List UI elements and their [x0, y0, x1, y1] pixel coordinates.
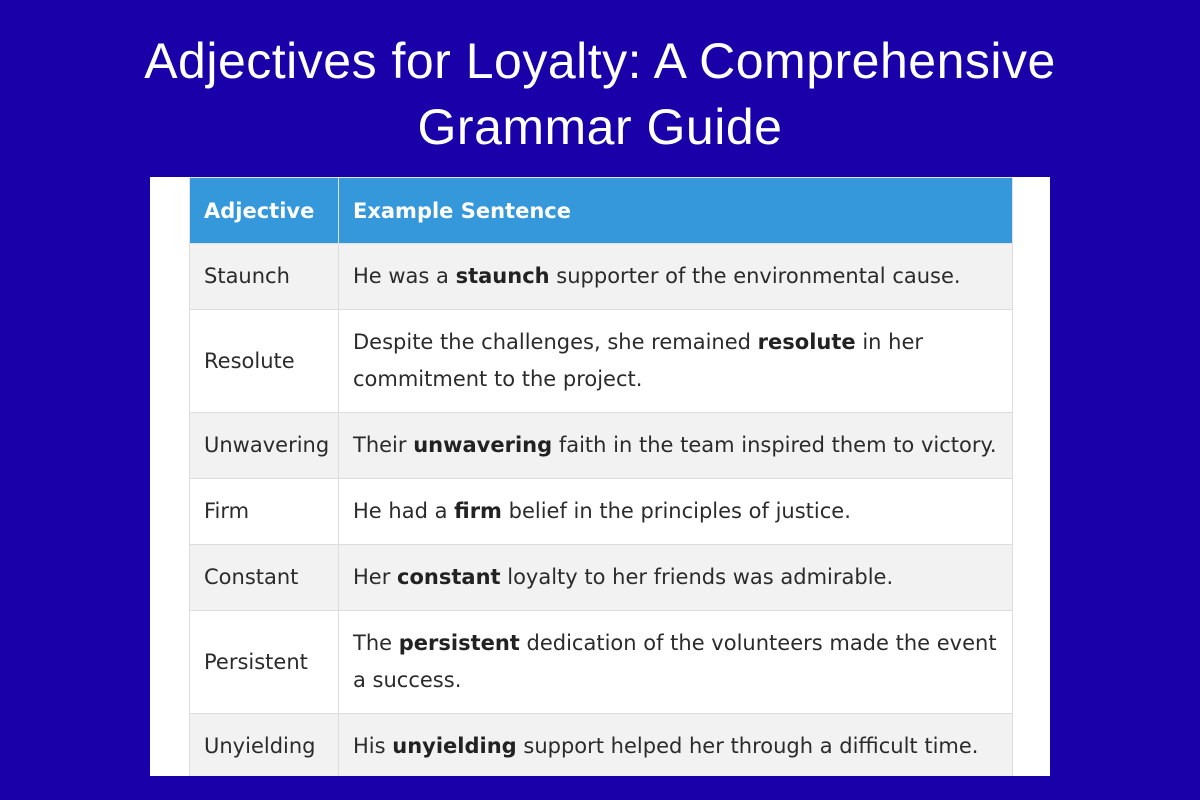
example-cell [339, 714, 1013, 777]
example-text: His [353, 734, 393, 758]
example-text: The [353, 631, 399, 655]
example-text: dedication of the volunteers made the event a success. [353, 631, 997, 692]
header-example-sentence: Example Sentence [339, 178, 1013, 244]
example-text: Despite the challenges, she remained [353, 330, 758, 354]
table-row [190, 611, 1013, 714]
example-cell [339, 611, 1013, 714]
table-card [150, 177, 1050, 776]
example-text: Her [353, 565, 398, 589]
table-row [190, 545, 1013, 611]
adjective-cell: Firm [190, 479, 339, 545]
adjective-cell: Unyielding [190, 714, 339, 777]
example-text: He was a [353, 264, 456, 288]
table-row [190, 244, 1013, 310]
header-adjective: Adjective [190, 178, 339, 244]
example-keyword: resolute [757, 330, 856, 354]
adjective-cell: Resolute [190, 310, 339, 413]
adjective-cell: Staunch [190, 244, 339, 310]
example-cell [339, 244, 1013, 310]
example-text: support helped her through a difficult time. [516, 734, 979, 758]
example-text: Their [353, 433, 414, 457]
adjective-cell: Unwavering [190, 413, 339, 479]
example-text: supporter of the environmental cause. [549, 264, 961, 288]
example-cell [339, 479, 1013, 545]
table-row [190, 714, 1013, 777]
table-row [190, 413, 1013, 479]
example-keyword: firm [454, 499, 502, 523]
example-keyword: constant [397, 565, 501, 589]
example-text: faith in the team inspired them to victory. [552, 433, 997, 457]
example-cell [339, 413, 1013, 479]
table-header-row [190, 178, 1013, 244]
adjectives-table [189, 177, 1013, 776]
adjective-cell: Persistent [190, 611, 339, 714]
example-keyword: staunch [455, 264, 550, 288]
example-text: belief in the principles of justice. [501, 499, 851, 523]
adjective-cell: Constant [190, 545, 339, 611]
example-keyword: unyielding [392, 734, 517, 758]
table-row [190, 310, 1013, 413]
example-cell [339, 310, 1013, 413]
page-title: Adjectives for Loyalty: A Comprehensive Grammar Guide [144, 33, 1056, 155]
table-row [190, 479, 1013, 545]
example-keyword: persistent [398, 631, 520, 655]
example-cell [339, 545, 1013, 611]
example-text: in her commitment to the project. [353, 330, 923, 391]
example-text: He had a [353, 499, 455, 523]
example-text: loyalty to her friends was admirable. [500, 565, 894, 589]
example-keyword: unwavering [413, 433, 553, 457]
